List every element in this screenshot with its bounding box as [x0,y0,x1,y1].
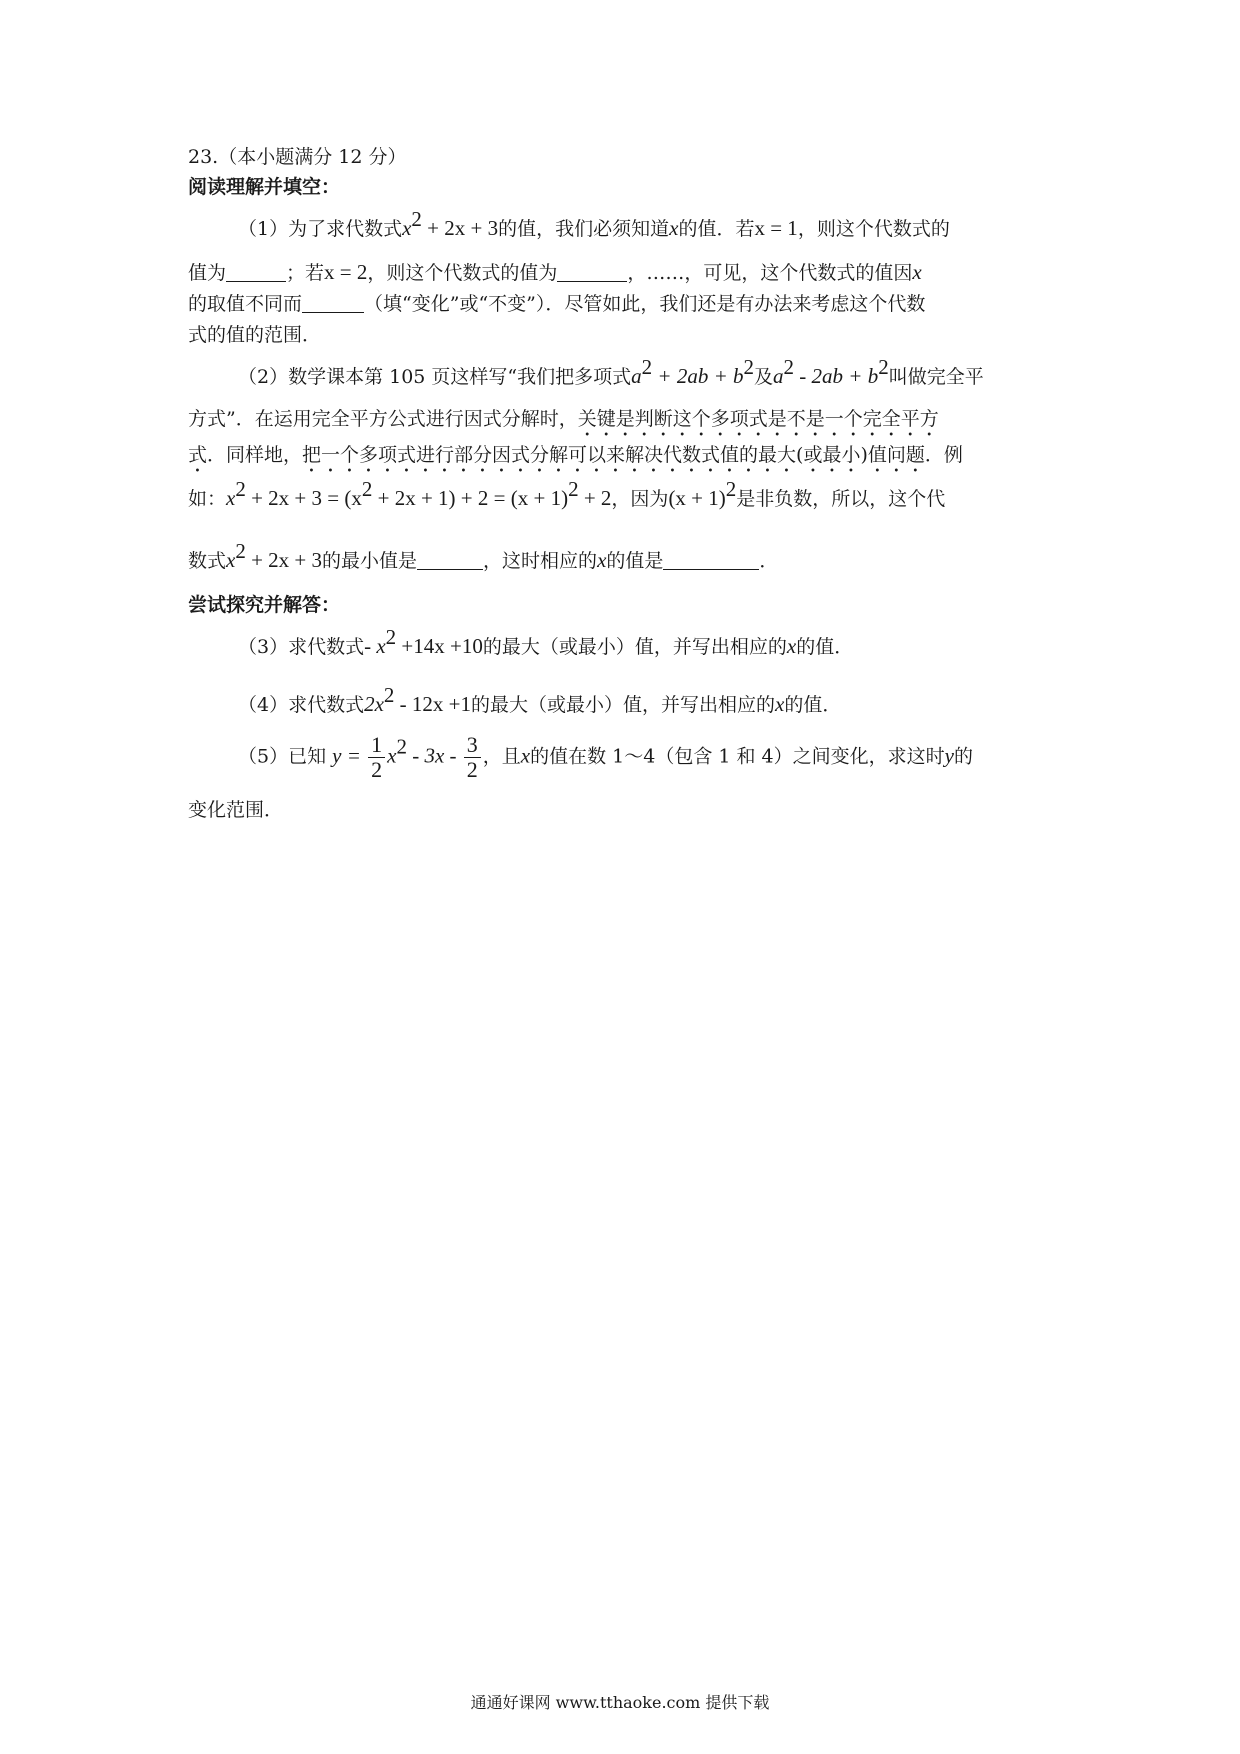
p1-line1: （1）为了求代数式$x^2 + 2x + 3$的值，我们必须知道x的值．若x = 1，则这个代数式的 [238,207,950,240]
p2-line2: 方式”．在运用完全平方公式进行因式分解时，关键是判断这个多项式是不是一个完全平方 [188,408,939,430]
q3-line: （3）求代数式- $x^2 +14x +10$的最大（或最小）值，并写出相应的x的值． [238,625,854,658]
footer-credit: 通通好课网 www.tthaoke.com 提供下载 [470,1693,770,1712]
p2-line3: 式．同样地，把一个多项式进行部分因式分解可以来解决代数式值的最大(或最小)值问题．例 [188,444,963,466]
emphasis-method: 把一个多项式进行部分因式分解可以来解决代数式值的最大(或最小)值问题 [302,444,925,466]
fraction-three-halves: $\frac{3}{2}$ [464,733,481,782]
q5-line1: （5）已知 y = $\frac{1}{2}$ $x^2 - 3x$ - $\frac{3}{2}$ ，且x的值在数 1～4（包含 1 和 4）之间变化，求这时y的 [238,732,973,782]
q4-line: （4）求代数式$2x^2 - 12x +1$的最大（或最小）值，并写出相应的x的值． [238,683,842,716]
answer-blank-1[interactable] [226,263,286,282]
emphasis-key-point: 关键是判断这个多项式是不是一个完全平方 [577,408,939,430]
answer-blank-4[interactable] [417,551,483,570]
section-explore-title: 尝试探究并解答： [188,594,341,616]
answer-blank-2[interactable] [557,263,627,282]
fraction-one-half: $\frac{1}{2}$ [368,733,385,782]
p1-line2: 值为 ；若x = 2，则这个代数式的值为 ，……，可见，这个代数式的值因x [188,260,922,284]
p2-line4: 如：$x^2 + 2x + 3 = (x^2 + 2x + 1) + 2 = (x + 1)^2 + 2$，因为$(x + 1)^2$是非负数，所以，这个代 [188,477,946,510]
p2-line1: （2）数学课本第 105 页这样写“我们把多项式$a^2 + 2ab + b^2$及$a^2 - 2ab + b^2$叫做完全平 [238,355,984,388]
section-reading-title: 阅读理解并填空： [188,176,341,198]
q5-line2: 变化范围． [188,799,284,821]
p2-line5: 数式$x^2 + 2x + 3$的最小值是 ，这时相应的x的值是 ． [188,539,779,572]
answer-blank-5[interactable] [663,551,759,570]
answer-blank-3[interactable] [302,294,364,313]
question-header: 23.（本小题满分 12 分） [188,146,407,168]
p1-line4: 式的值的范围． [188,324,322,346]
p1-line3: 的取值不同而 （填“变化”或“不变”）．尽管如此，我们还是有办法来考虑这个代数 [188,293,926,315]
